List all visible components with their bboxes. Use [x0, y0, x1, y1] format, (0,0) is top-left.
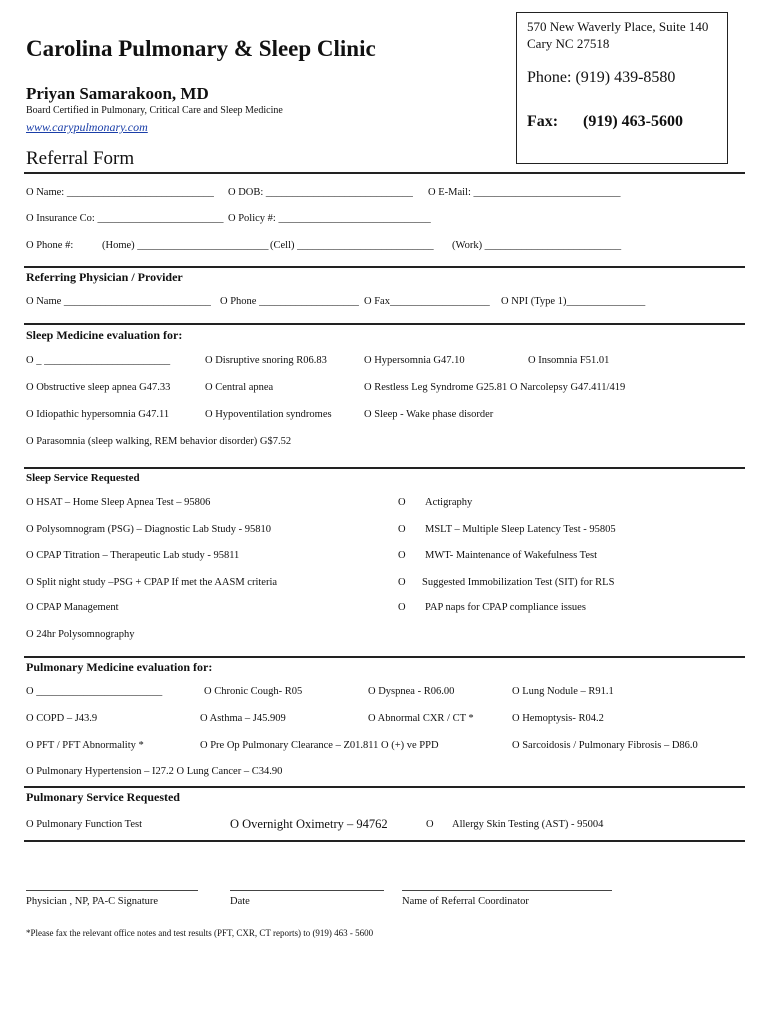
- sleep-eval-title: Sleep Medicine evaluation for:: [26, 328, 183, 342]
- sleep-eval-hypersomnia[interactable]: O Hypersomnia G47.10: [364, 355, 465, 366]
- pulm-eval-dyspnea[interactable]: O Dyspnea - R06.00: [368, 686, 455, 697]
- doctor-name: Priyan Samarakoon, MD: [26, 84, 209, 103]
- sleep-eval-idiopathic[interactable]: O Idiopathic hypersomnia G47.11: [26, 409, 170, 420]
- clinic-name: Carolina Pulmonary & Sleep Clinic: [26, 36, 376, 61]
- patient-dob-field[interactable]: O DOB: ____________________________: [228, 187, 413, 198]
- divider: [24, 656, 745, 658]
- service-split-night[interactable]: O Split night study –PSG + CPAP If met the AASM criteria: [26, 577, 278, 588]
- sleep-eval-snoring[interactable]: O Disruptive snoring R06.83: [205, 355, 327, 366]
- divider: [24, 840, 745, 842]
- service-mwt-radio[interactable]: O: [398, 550, 406, 561]
- sleep-eval-insomnia[interactable]: O Insomnia F51.01: [528, 355, 610, 366]
- address-box: [516, 12, 728, 164]
- policy-field[interactable]: O Policy #: _____________________________: [228, 213, 431, 224]
- service-psg[interactable]: O Polysomnogram (PSG) – Diagnostic Lab Study - 95810: [26, 524, 271, 535]
- pulm-eval-cough[interactable]: O Chronic Cough- R05: [204, 686, 303, 697]
- home-phone-field[interactable]: (Home) _________________________: [102, 240, 269, 251]
- pulm-eval-pft[interactable]: O PFT / PFT Abnormality *: [26, 740, 144, 751]
- divider: [24, 467, 745, 469]
- pulm-service-title: Pulmonary Service Requested: [26, 790, 180, 804]
- service-oximetry[interactable]: O Overnight Oximetry – 94762: [230, 817, 388, 831]
- coordinator-label: Name of Referral Coordinator: [402, 896, 529, 907]
- service-sit: Suggested Immobilization Test (SIT) for RLS: [422, 577, 615, 588]
- address-line2: Cary NC 27518: [527, 36, 610, 51]
- service-pft[interactable]: O Pulmonary Function Test: [26, 819, 143, 830]
- service-mslt-radio[interactable]: O: [398, 524, 406, 535]
- form-title: Referral Form: [26, 148, 135, 169]
- referring-fax-field[interactable]: O Fax___________________: [364, 296, 490, 307]
- sleep-eval-osa[interactable]: O Obstructive sleep apnea G47.33: [26, 382, 171, 393]
- address-line1: 570 New Waverly Place, Suite 140: [527, 19, 709, 34]
- service-allergy-radio[interactable]: O: [426, 819, 434, 830]
- patient-email-field[interactable]: O E-Mail: ____________________________: [428, 187, 621, 198]
- sleep-eval-parasomnia[interactable]: O Parasomnia (sleep walking, REM behavior disorder) G$7.52: [26, 436, 292, 447]
- patient-name-field[interactable]: O Name: ____________________________: [26, 187, 214, 198]
- pulm-eval-asthma[interactable]: O Asthma – J45.909: [200, 713, 286, 724]
- divider: [24, 786, 745, 788]
- service-pap-naps-radio[interactable]: O: [398, 602, 406, 613]
- referring-name-field[interactable]: O Name ____________________________: [26, 296, 211, 307]
- certification: Board Certified in Pulmonary, Critical Care and Sleep Medicine: [26, 105, 283, 116]
- service-mwt: MWT- Maintenance of Wakefulness Test: [425, 550, 598, 561]
- service-cpap-titration[interactable]: O CPAP Titration – Therapeutic Lab study - 95811: [26, 550, 240, 561]
- coordinator-line[interactable]: [402, 890, 612, 891]
- fax-number: (919) 463-5600: [583, 113, 683, 130]
- signature-label: Physician , NP, PA-C Signature: [26, 896, 159, 907]
- pulm-eval-hypertension-cancer[interactable]: O Pulmonary Hypertension – I27.2 O Lung Cancer – C34.90: [26, 766, 283, 777]
- service-actigraphy-radio[interactable]: O: [398, 497, 406, 508]
- service-cpap-management[interactable]: O CPAP Management: [26, 602, 119, 613]
- pulm-eval-abnormal-cxr[interactable]: O Abnormal CXR / CT *: [368, 713, 474, 724]
- work-phone-field[interactable]: (Work) __________________________: [452, 240, 622, 251]
- date-label: Date: [230, 896, 250, 907]
- divider: [24, 266, 745, 268]
- service-sit-radio[interactable]: O: [398, 577, 406, 588]
- referring-npi-field[interactable]: O NPI (Type 1)_______________: [501, 296, 646, 307]
- referring-title: Referring Physician / Provider: [26, 270, 183, 284]
- service-mslt: MSLT – Multiple Sleep Latency Test - 95805: [425, 524, 616, 535]
- signature-line[interactable]: [26, 890, 198, 891]
- referring-phone-field[interactable]: O Phone ___________________: [220, 296, 359, 307]
- phone-label: O Phone #:: [26, 240, 74, 251]
- insurance-field[interactable]: O Insurance Co: ________________________: [26, 213, 224, 224]
- clinic-phone: Phone: (919) 439-8580: [527, 69, 676, 86]
- fax-note: *Please fax the relevant office notes and test results (PFT, CXR, CT reports) to (919) 463 - 5600: [26, 928, 374, 938]
- pulm-eval-preop-ppd[interactable]: O Pre Op Pulmonary Clearance – Z01.811 O (+) ve PPD: [200, 740, 439, 751]
- sleep-eval-wake-phase[interactable]: O Sleep - Wake phase disorder: [364, 409, 494, 420]
- date-line[interactable]: [230, 890, 384, 891]
- service-24hr-psg[interactable]: O 24hr Polysomnography: [26, 629, 135, 640]
- sleep-eval-hypoventilation[interactable]: O Hypoventilation syndromes: [205, 409, 332, 420]
- pulm-eval-hemoptysis[interactable]: O Hemoptysis- R04.2: [512, 713, 604, 724]
- sleep-eval-central-apnea[interactable]: O Central apnea: [205, 382, 274, 393]
- sleep-eval-rls-narcolepsy[interactable]: O Restless Leg Syndrome G25.81 O Narcolepsy G47.411/419: [364, 382, 626, 393]
- service-pap-naps: PAP naps for CPAP compliance issues: [425, 602, 586, 613]
- website-link[interactable]: www.carypulmonary.com: [26, 120, 148, 134]
- sleep-eval-other[interactable]: O _ ________________________: [26, 355, 171, 366]
- pulm-eval-copd[interactable]: O COPD – J43.9: [26, 713, 98, 724]
- fax-label: Fax:: [527, 113, 559, 130]
- pulm-eval-other[interactable]: O ________________________: [26, 686, 163, 697]
- cell-phone-field[interactable]: (Cell) __________________________: [270, 240, 434, 251]
- pulm-eval-sarcoidosis[interactable]: O Sarcoidosis / Pulmonary Fibrosis – D86.0: [512, 740, 698, 751]
- divider: [24, 323, 745, 325]
- pulm-eval-title: Pulmonary Medicine evaluation for:: [26, 660, 213, 674]
- pulm-eval-nodule[interactable]: O Lung Nodule – R91.1: [512, 686, 614, 697]
- service-allergy: Allergy Skin Testing (AST) - 95004: [452, 819, 604, 830]
- service-hsat[interactable]: O HSAT – Home Sleep Apnea Test – 95806: [26, 497, 211, 508]
- service-actigraphy: Actigraphy: [425, 497, 473, 508]
- divider: [24, 172, 745, 174]
- sleep-service-title: Sleep Service Requested: [26, 472, 140, 484]
